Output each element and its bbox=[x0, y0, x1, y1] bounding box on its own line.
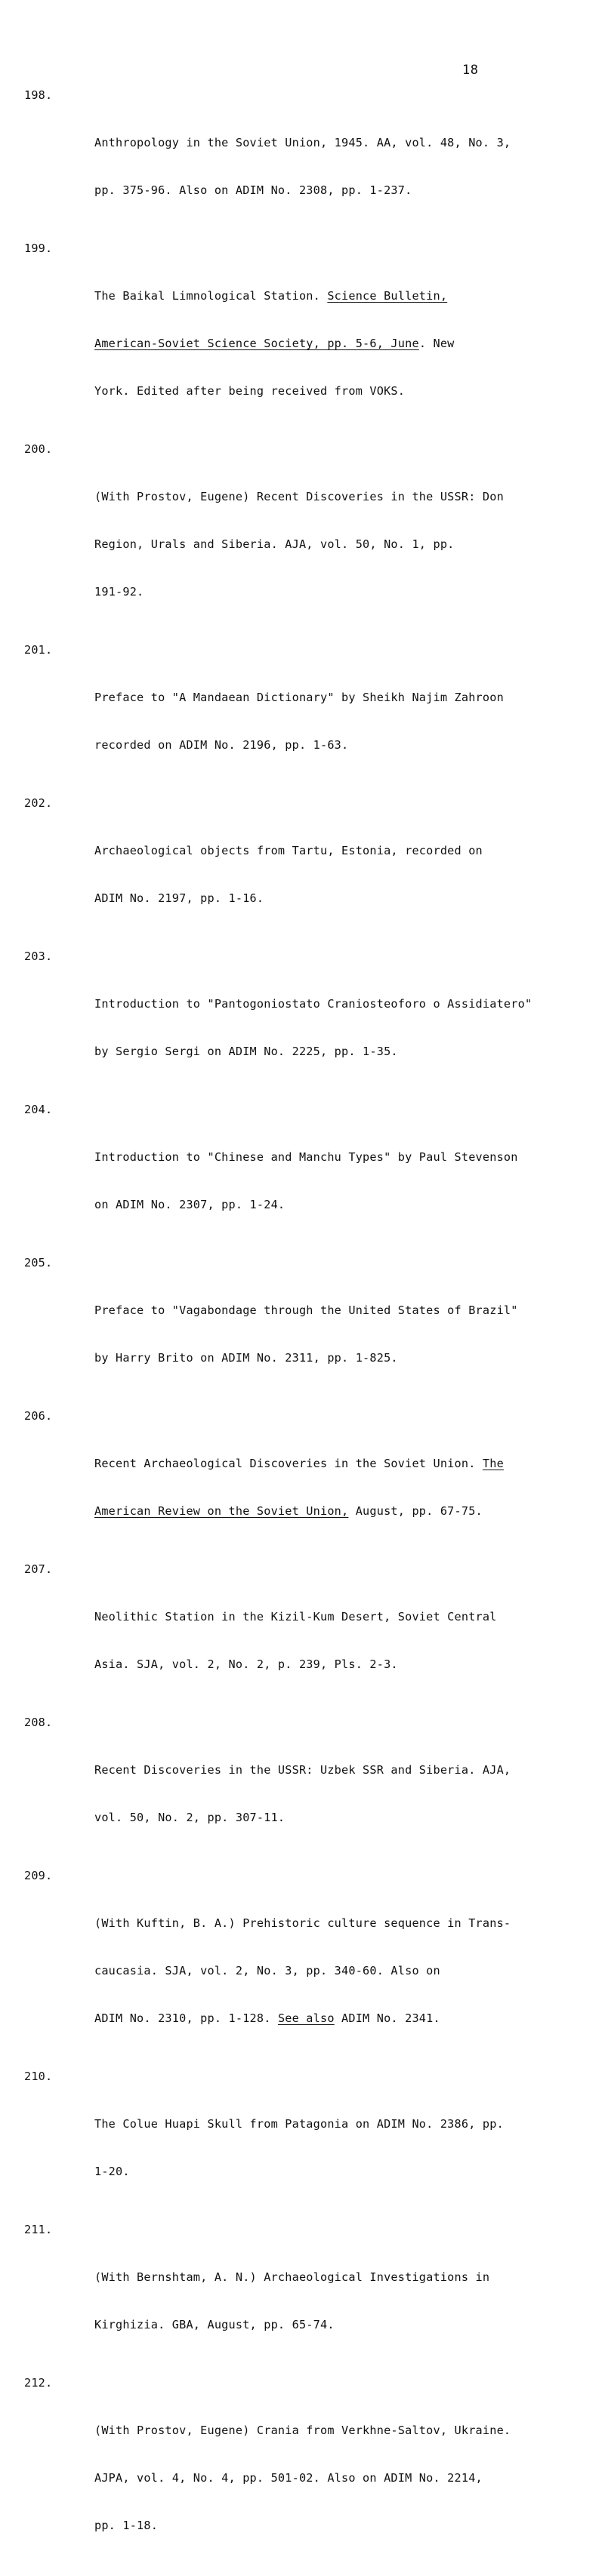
entry-text: ADIM No. 2341. bbox=[334, 2011, 440, 2025]
list-item bbox=[24, 642, 591, 785]
entry-line: Recent Discoveries in the USSR: Uzbek SSR and Siberia. AJA, bbox=[94, 1763, 511, 1777]
list-item bbox=[24, 1408, 591, 1551]
entry-line: Introduction to "Pantogoniostato Craniosteoforo o Assidiatero" bbox=[94, 997, 532, 1011]
list-item bbox=[24, 2375, 591, 2565]
entry-number: 199. bbox=[24, 242, 53, 255]
entry-line: 1-20. bbox=[94, 2165, 130, 2178]
entry-line: pp. 375-96. Also on ADIM No. 2308, pp. 1-237. bbox=[94, 183, 412, 197]
entry-line: Preface to "Vagabondage through the United States of Brazil" bbox=[94, 1303, 518, 1317]
entry-line: Archaeological objects from Tartu, Estonia, recorded on bbox=[94, 844, 483, 857]
entry-line: 191-92. bbox=[94, 585, 144, 599]
list-item bbox=[24, 1102, 591, 1245]
entry-number: 198. bbox=[24, 88, 53, 102]
list-item bbox=[24, 1715, 591, 1857]
entry-line bbox=[94, 1503, 591, 1519]
entry-number: 209. bbox=[24, 1869, 53, 1882]
entry-number: 205. bbox=[24, 1256, 53, 1270]
entry-line: pp. 1-18. bbox=[94, 2519, 159, 2532]
entry-number: 207. bbox=[24, 1562, 53, 1576]
entry-line bbox=[94, 288, 591, 304]
entry-line: (With Prostov, Eugene) Recent Discoveries in the USSR: Don bbox=[94, 490, 504, 503]
entry-line: by Harry Brito on ADIM No. 2311, pp. 1-825. bbox=[94, 1351, 398, 1365]
entry-text: ADIM No. 2310, pp. 1-128. bbox=[94, 2011, 278, 2025]
entry-text: The Baikal Limnological Station. bbox=[94, 289, 328, 303]
entry-number: 202. bbox=[24, 796, 53, 810]
entry-line: Kirghizia. GBA, August, pp. 65-74. bbox=[94, 2318, 335, 2331]
list-item bbox=[24, 1562, 591, 1704]
entry-number: 204. bbox=[24, 1103, 53, 1116]
bibliography-list bbox=[24, 88, 591, 2576]
entry-line: AJPA, vol. 4, No. 4, pp. 501-02. Also on ADIM No. 2214, bbox=[94, 2471, 483, 2485]
entry-line bbox=[94, 1456, 591, 1472]
journal-title: Science Bulletin, bbox=[327, 289, 448, 303]
entry-text: Recent Archaeological Discoveries in the Soviet Union. bbox=[94, 1457, 483, 1470]
list-item bbox=[24, 88, 591, 230]
entry-line: (With Kuftin, B. A.) Prehistoric culture sequence in Trans- bbox=[94, 1916, 511, 1930]
entry-line: Anthropology in the Soviet Union, 1945. AA, vol. 48, No. 3, bbox=[94, 136, 511, 149]
entry-line: Preface to "A Mandaean Dictionary" by Sheikh Najim Zahroon bbox=[94, 691, 504, 704]
entry-line: vol. 50, No. 2, pp. 307-11. bbox=[94, 1811, 286, 1824]
list-item bbox=[24, 2222, 591, 2365]
entry-line: (With Prostov, Eugene) Crania from Verkhne-Saltov, Ukraine. bbox=[94, 2424, 511, 2437]
entry-line: on ADIM No. 2307, pp. 1-24. bbox=[94, 1198, 286, 1211]
entry-line: recorded on ADIM No. 2196, pp. 1-63. bbox=[94, 738, 349, 752]
entry-line bbox=[94, 2011, 591, 2027]
entry-text: August, pp. 67-75. bbox=[348, 1504, 483, 1518]
entry-line: Asia. SJA, vol. 2, No. 2, p. 239, Pls. 2-3. bbox=[94, 1657, 398, 1671]
entry-line: caucasia. SJA, vol. 2, No. 3, pp. 340-60. Also on bbox=[94, 1964, 440, 1977]
list-item bbox=[24, 442, 591, 632]
entry-text: . New bbox=[418, 337, 455, 350]
journal-title: The bbox=[482, 1457, 504, 1470]
entry-line: York. Edited after being received from VOKS. bbox=[94, 384, 406, 398]
entry-number: 211. bbox=[24, 2223, 53, 2236]
journal-title: American-Soviet Science Society, pp. 5-6, June bbox=[94, 337, 419, 350]
entry-line: Introduction to "Chinese and Manchu Types" by Paul Stevenson bbox=[94, 1150, 518, 1164]
entry-number: 208. bbox=[24, 1716, 53, 1729]
entry-number: 212. bbox=[24, 2376, 53, 2390]
journal-title: American Review on the Soviet Union, bbox=[94, 1504, 349, 1518]
entry-number: 206. bbox=[24, 1409, 53, 1423]
entry-line bbox=[94, 336, 591, 352]
entry-line: The Colue Huapi Skull from Patagonia on ADIM No. 2386, pp. bbox=[94, 2117, 504, 2131]
entry-number: 210. bbox=[24, 2070, 53, 2083]
entry-line: by Sergio Sergi on ADIM No. 2225, pp. 1-35. bbox=[94, 1045, 398, 1058]
list-item bbox=[24, 241, 591, 431]
entry-line: ADIM No. 2197, pp. 1-16. bbox=[94, 891, 264, 905]
entry-line: Neolithic Station in the Kizil-Kum Desert, Soviet Central bbox=[94, 1610, 497, 1623]
entry-number: 201. bbox=[24, 643, 53, 657]
see-also: See also bbox=[277, 2011, 335, 2025]
list-item bbox=[24, 1868, 591, 2058]
page-number: 18 bbox=[462, 63, 479, 78]
entry-line: Region, Urals and Siberia. AJA, vol. 50, No. 1, pp. bbox=[94, 537, 455, 551]
list-item bbox=[24, 2069, 591, 2211]
list-item bbox=[24, 949, 591, 1091]
list-item bbox=[24, 796, 591, 938]
entry-line: (With Bernshtam, A. N.) Archaeological Investigations in bbox=[94, 2270, 490, 2284]
entry-number: 200. bbox=[24, 442, 53, 456]
entry-number: 203. bbox=[24, 949, 53, 963]
list-item bbox=[24, 1255, 591, 1398]
